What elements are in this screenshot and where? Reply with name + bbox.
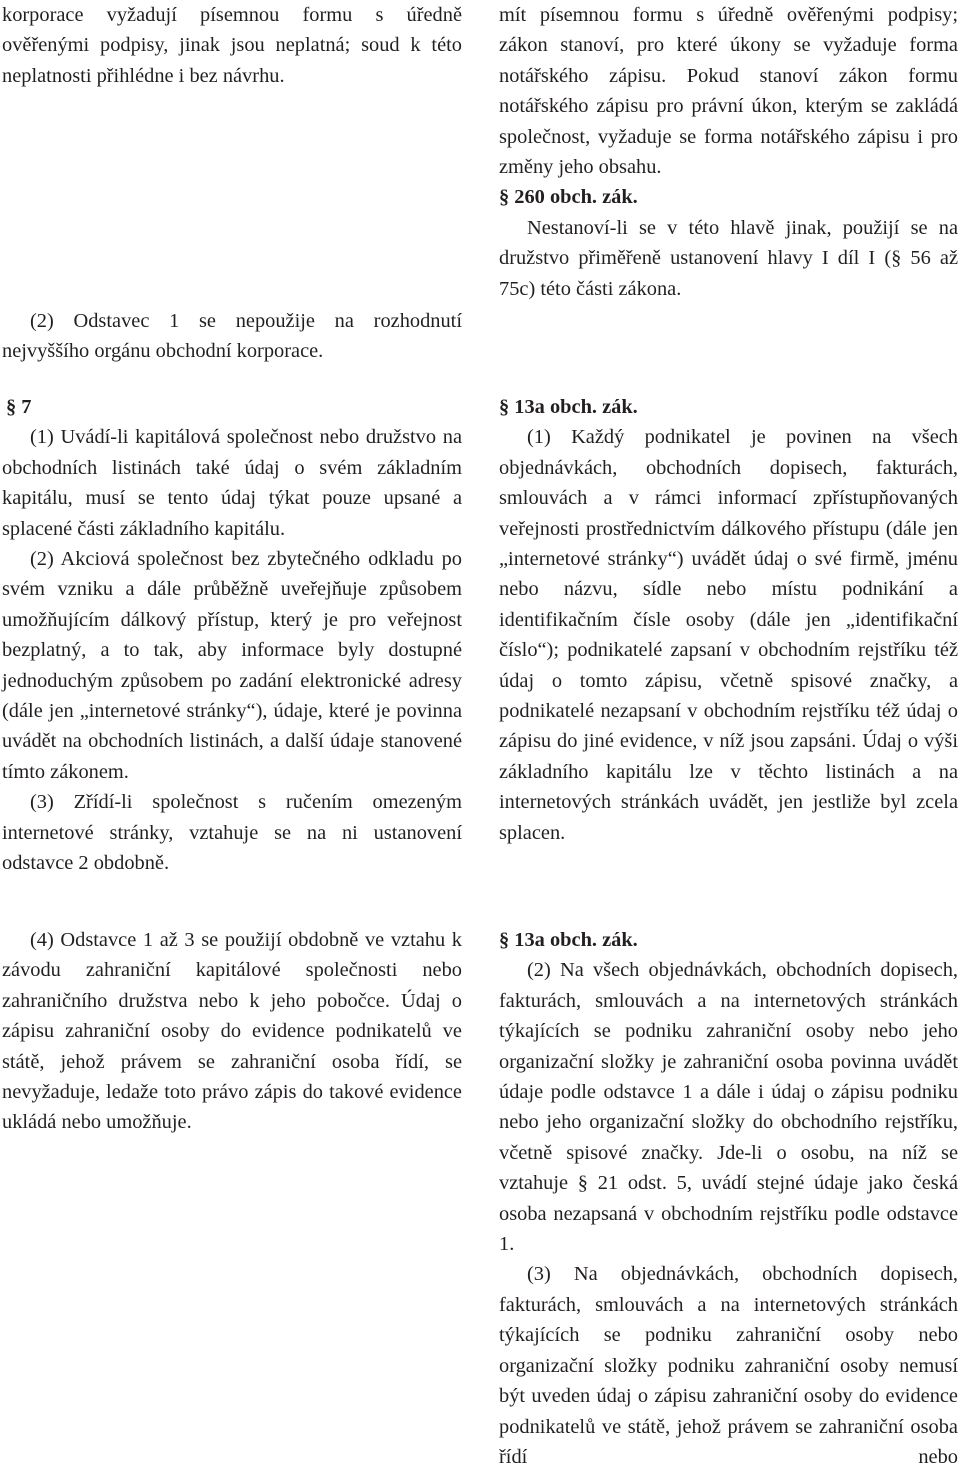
section-7-paragraph-1: (1) Uvádí-li kapitálová společnost nebo družstvo na obchodních listinách také údaj o svém základním kapitálu, musí se tento údaj týkat pouze upsané a splacené části základního kapitálu. [2, 426, 462, 540]
right-top-fragment-text: mít písemnou formu s úředně ověřenými podpisy; zákon stanoví, pro které úkony se vyžaduje forma notářského zápisu. Pokud stanoví zákon formu notářského zápisu pro právní úkon, kterým se zakládá společnost, vyžaduje se forma notářského zápisu i pro změny jeho obsahu. [499, 4, 958, 179]
right-top-block [499, 0, 958, 304]
odstavec-2-text: (2) Odstavec 1 se nepoužije na rozhodnutí nejvyššího orgánu obchodní korporace. [2, 310, 462, 363]
section-7 [2, 392, 462, 879]
section-7-paragraph-2: (2) Akciová společnost bez zbytečného odkladu po svém vzniku a dále průběžně uveřejňuje způsobem umožňujícím dálkový přístup, který je pro veřejnost bezplatný, a to tak, aby informace byly dostupné jednoduchým způsobem po zadání elektronické adresy (dále jen „internetové stránky“), údaje, které je povinna uvádět na obchodních listinách, a další údaje stanovené tímto zákonem. [2, 548, 462, 783]
section-260-text: Nestanoví-li se v této hlavě jinak, použijí se na družstvo přiměřeně ustanovení hlavy I díl I (§ 56 až 75c) této části zákona. [499, 216, 958, 300]
left-top-fragment [2, 0, 462, 91]
section-13a-paragraph-2: (2) Na všech objednávkách, obchodních dopisech, fakturách, smlouvách a na internetových stránkách týkajících se podniku zahraniční osoby nebo jeho organizační složky je zahraniční osoba povinna uvádět údaje podle odstavce 1 a dále i údaj o zápisu podniku nebo jeho organizační složky do obchodního rejstříku, včetně spisové značky. Jde-li o osobu, na níž se vztahuje § 21 odst. 5, uvádí stejné údaje jako česká osoba nezapsaná v obchodním rejstříku podle odstavce 1. [499, 959, 958, 1256]
section-260-heading: § 260 obch. zák. [499, 186, 638, 209]
section-13a-paragraph-1: (1) Každý podnikatel je povinen na všech objednávkách, obchodních dopisech, fakturách, smlouvách a v rámci informací zpřístupňovaných veřejnosti prostřednictvím dálkového přístupu (dále jen „internetové stránky“) uvádět údaj o své firmě, jménu nebo názvu, sídle nebo místu podnikání a identifikačním čísle osoby (dále jen „identifikační číslo“); podnikatelé zapsaní v obchodním rejstříku též údaj o tomto zápisu, včetně spisové značky, a podnikatelé nezapsaní v obchodním rejstříku též údaj o zápisu do jiné evidence, v níž jsou zapsáni. Údaj o výši základního kapitálu lze v těchto listinách a na internetových stránkách uvádět, jen jestliže byl zcela splacen. [499, 426, 958, 844]
section-13a-heading-1: § 13a obch. zák. [499, 396, 638, 418]
section-13a-block-1 [499, 392, 958, 848]
section-7-heading: § 7 [6, 396, 32, 418]
section-7-paragraph-3: (3) Zřídí-li společnost s ručením omezeným internetové stránky, vztahuje se na ni ustanovení odstavce 2 obdobně. [2, 791, 462, 875]
section-7-paragraph-4: (4) Odstavce 1 až 3 se použijí obdobně ve vztahu k závodu zahraniční kapitálové společnosti nebo zahraničního družstva nebo k jeho pobočce. Údaj o zápisu zahraniční osoby do evidence podnikatelů ve státě, jehož právem se zahraniční osoba řídí, se nevyžaduje, ledaže toto právo zápis do takové evidence ukládá nebo umožňuje. [2, 929, 462, 1134]
section-7-paragraph-4-block [2, 925, 462, 1138]
left-paragraph-2 [2, 306, 462, 367]
section-13a-heading-2: § 13a obch. zák. [499, 929, 638, 951]
left-top-fragment-text: korporace vyžadují písemnou formu s úředně ověřenými podpisy, jinak jsou neplatná; soud k této neplatnosti přihlédne i bez návrhu. [2, 4, 462, 87]
section-13a-paragraph-3: (3) Na objednávkách, obchodních dopisech, fakturách, smlouvách a na internetových stránkách týkajících se podniku zahraniční osoby nebo organizační složky podniku zahraniční osoby nemusí být uveden údaj o zápisu zahraniční osoby do evidence podnikatelů ve státě, jehož právem se zahraniční osoba řídí nebo [499, 1263, 958, 1468]
section-13a-block-2 [499, 925, 958, 1472]
